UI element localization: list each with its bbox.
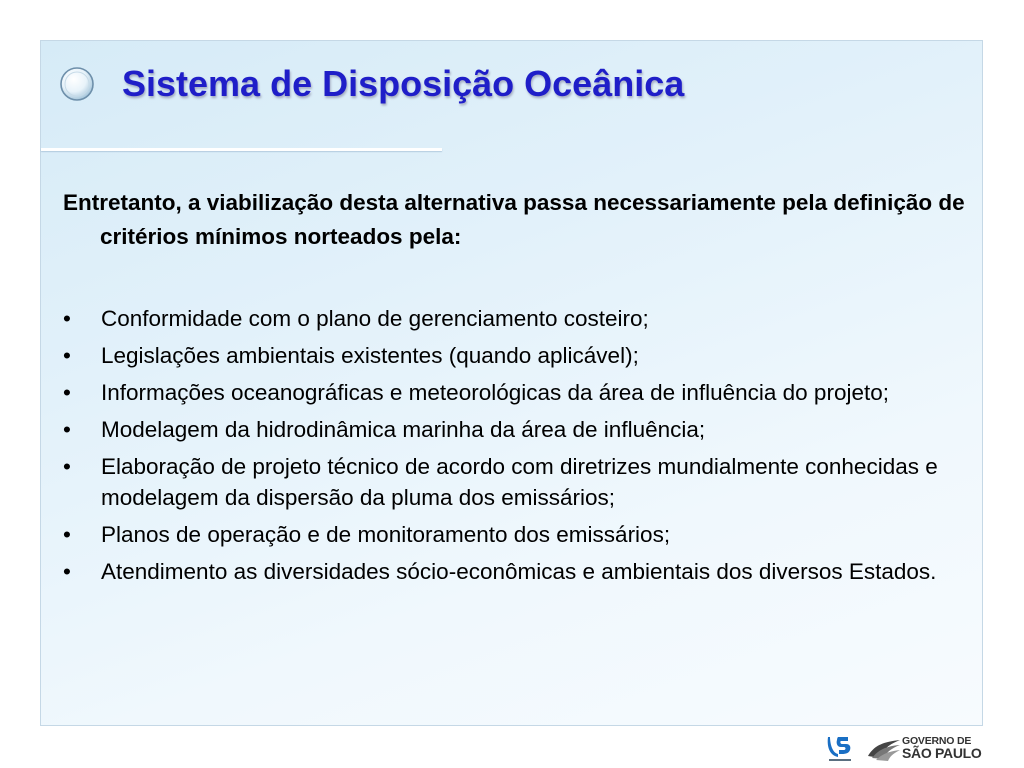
governo-sao-paulo-wordmark <box>902 735 982 759</box>
list-item <box>63 377 968 408</box>
list-item-text: Conformidade com o plano de gerenciamento costeiro; <box>101 306 649 331</box>
title-divider <box>41 148 442 151</box>
bullet-icon: • <box>63 417 71 442</box>
list-item <box>63 303 968 334</box>
list-item <box>63 519 968 550</box>
content-panel <box>40 40 983 726</box>
list-item-text: Planos de operação e de monitoramento dos emissários; <box>101 522 671 547</box>
list-item-text: Elaboração de projeto técnico de acordo com diretrizes mundialmente conhecidas e modelagem da dispersão da pluma dos emissários; <box>101 454 938 510</box>
bullet-icon: • <box>63 454 71 479</box>
governo-sao-paulo-logo <box>866 734 986 764</box>
bullet-icon: • <box>63 380 71 405</box>
bullet-icon: • <box>63 306 71 331</box>
governo-sao-paulo-emblem-icon <box>866 736 902 762</box>
bullet-icon: • <box>63 522 71 547</box>
list-item <box>63 556 968 587</box>
list-item-text: Modelagem da hidrodinâmica marinha da área de influência; <box>101 417 706 442</box>
bullet-icon: • <box>63 343 71 368</box>
title-row <box>59 59 684 109</box>
list-item-text: Legislações ambientais existentes (quando aplicável); <box>101 343 639 368</box>
footer <box>0 726 1024 768</box>
bullet-icon: • <box>63 559 71 584</box>
gov-line2: SÃO PAULO <box>902 745 982 761</box>
list-item-text: Atendimento as diversidades sócio-econômicas e ambientais dos diversos Estados. <box>101 559 937 584</box>
sabesp-logo-icon <box>826 734 854 764</box>
criteria-list <box>63 303 968 593</box>
list-item <box>63 414 968 445</box>
intro-paragraph: Entretanto, a viabilização desta alternativa passa necessariamente pela definição de critérios mínimos norteados pela: <box>63 190 965 249</box>
circle-bullet-icon <box>59 66 95 102</box>
gov-line1: GOVERNO DE <box>902 735 972 747</box>
list-item <box>63 451 968 513</box>
list-item <box>63 340 968 371</box>
list-item-text: Informações oceanográficas e meteorológicas da área de influência do projeto; <box>101 380 889 405</box>
page-title: Sistema de Disposição Oceânica <box>122 63 685 104</box>
